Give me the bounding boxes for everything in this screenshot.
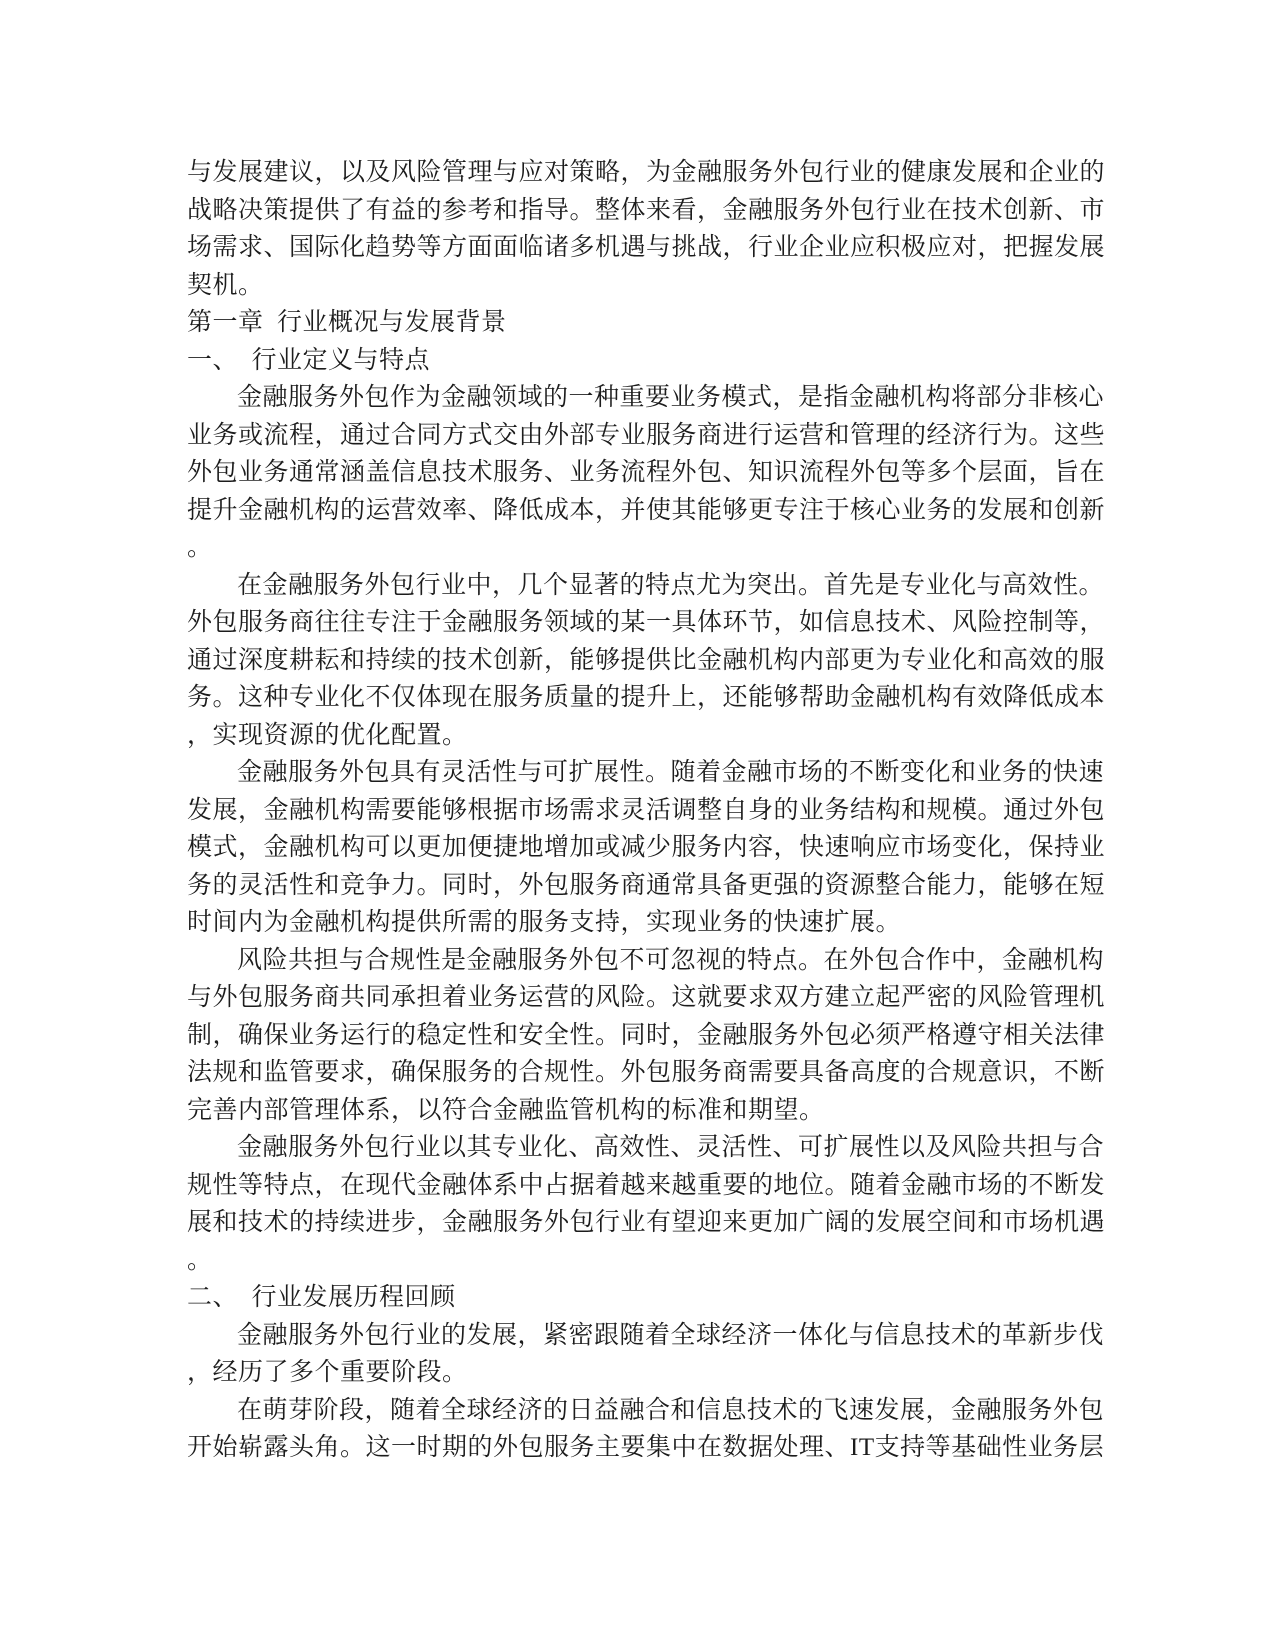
text-line: 外包业务通常涵盖信息技术服务、业务流程外包、知识流程外包等多个层面，旨在: [187, 459, 1106, 486]
text-line: 法规和监管要求，确保服务的合规性。外包服务商需要具备高度的合规意识，不断: [187, 1059, 1106, 1086]
text-line: 展和技术的持续进步，金融服务外包行业有望迎来更加广阔的发展空间和市场机遇: [187, 1209, 1106, 1236]
text-line: ，经历了多个重要阶段。: [187, 1359, 468, 1386]
text-line: 场需求、国际化趋势等方面面临诸多机遇与挑战，行业企业应积极应对，把握发展: [187, 234, 1106, 261]
text-line: 金融服务外包行业的发展，紧密跟随着全球经济一体化与信息技术的革新步伐: [237, 1321, 1105, 1349]
text-line: 时间内为金融机构提供所需的服务支持，实现业务的快速扩展。: [187, 909, 902, 936]
text-line: 。: [187, 1246, 213, 1274]
text-line: 规性等特点，在现代金融体系中占据着越来越重要的地位。随着金融市场的不断发: [187, 1171, 1106, 1199]
text-line: 与外包服务商共同承担着业务运营的风险。这就要求双方建立起严密的风险管理机: [187, 984, 1106, 1011]
text-line: 制，确保业务运行的稳定性和安全性。同时，金融服务外包必须严格遵守相关法律: [187, 1021, 1106, 1049]
text-line: 完善内部管理体系，以符合金融监管机构的标准和期望。: [187, 1096, 825, 1124]
text-line: 在萌芽阶段，随着全球经济的日益融合和信息技术的飞速发展，金融服务外包: [237, 1396, 1105, 1424]
text-line: 。: [187, 534, 213, 561]
text-line: 外包服务商往往专注于金融服务领域的某一具体环节，如信息技术、风险控制等，: [187, 609, 1106, 636]
text-line: 提升金融机构的运营效率、降低成本，并使其能够更专注于核心业务的发展和创新: [187, 496, 1106, 524]
chapter-heading: 第一章 行业概况与发展背景: [187, 309, 507, 336]
section-heading-1: 一、 行业定义与特点: [187, 346, 431, 374]
text-line: 与发展建议，以及风险管理与应对策略，为金融服务外包行业的健康发展和企业的: [187, 159, 1106, 186]
text-line: 开始崭露头角。这一时期的外包服务主要集中在数据处理、IT支持等基础性业务层: [187, 1434, 1105, 1461]
text-line: 在金融服务外包行业中，几个显著的特点尤为突出。首先是专业化与高效性。: [237, 571, 1105, 599]
text-line: 模式，金融机构可以更加便捷地增加或减少服务内容，快速响应市场变化，保持业: [187, 834, 1106, 861]
text-line: 契机。: [187, 271, 264, 299]
text-line: 务。这种专业化不仅体现在服务质量的提升上，还能够帮助金融机构有效降低成本: [187, 684, 1106, 711]
text-line: 务的灵活性和竞争力。同时，外包服务商通常具备更强的资源整合能力，能够在短: [187, 871, 1106, 899]
text-block: [187, 154, 1106, 1467]
text-line: 金融服务外包行业以其专业化、高效性、灵活性、可扩展性以及风险共担与合: [237, 1134, 1105, 1161]
section-heading-2: 二、 行业发展历程回顾: [187, 1284, 456, 1311]
text-line: 金融服务外包具有灵活性与可扩展性。随着金融市场的不断变化和业务的快速: [237, 759, 1105, 786]
text-line: 风险共担与合规性是金融服务外包不可忽视的特点。在外包合作中，金融机构: [237, 946, 1105, 974]
text-line: 发展，金融机构需要能够根据市场需求灵活调整自身的业务结构和规模。通过外包: [187, 796, 1106, 824]
text-line: ，实现资源的优化配置。: [187, 721, 468, 749]
text-line: 战略决策提供了有益的参考和指导。整体来看，金融服务外包行业在技术创新、市: [187, 196, 1106, 224]
text-line: 金融服务外包作为金融领域的一种重要业务模式，是指金融机构将部分非核心: [237, 384, 1105, 411]
text-line: 通过深度耕耘和持续的技术创新，能够提供比金融机构内部更为专业化和高效的服: [187, 646, 1106, 674]
text-line: 业务或流程，通过合同方式交由外部专业服务商进行运营和管理的经济行为。这些: [187, 421, 1106, 449]
